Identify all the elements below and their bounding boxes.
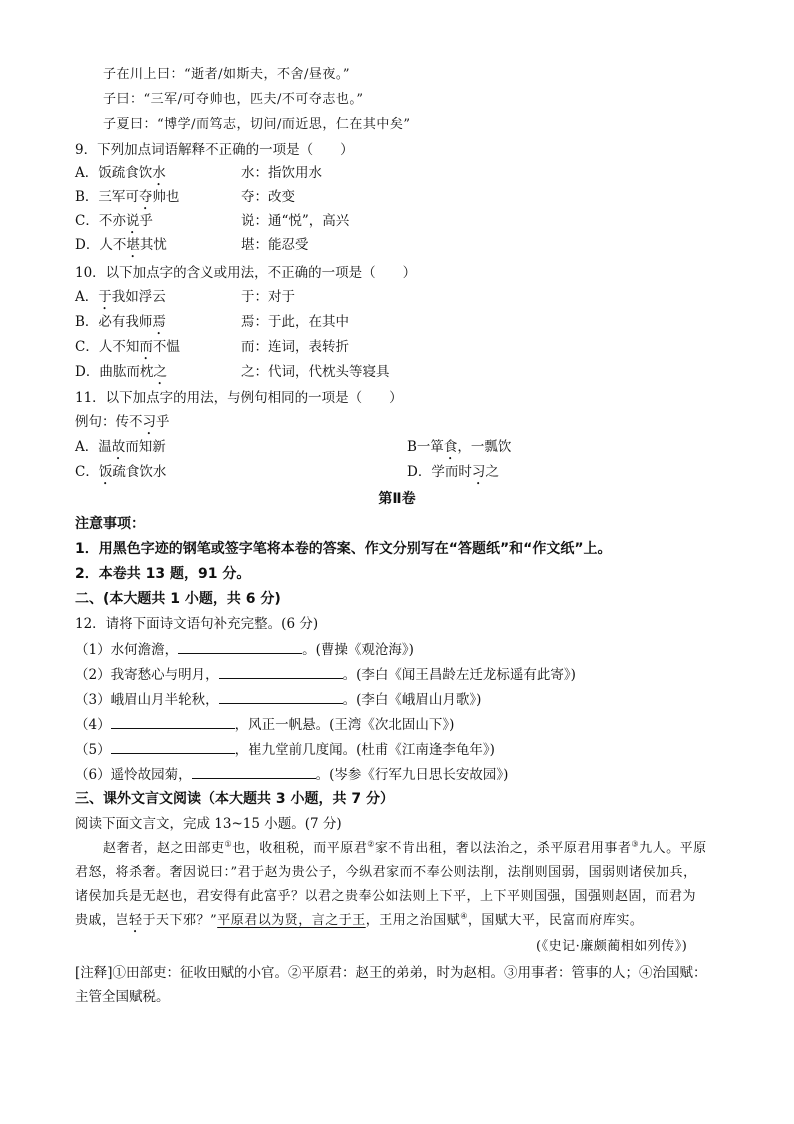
option-text: 温 <box>98 439 112 455</box>
q10-option-a-explanation: 于：对于 <box>241 289 295 305</box>
q10-option-c <box>75 338 180 363</box>
dotted-char: 习 <box>471 464 486 480</box>
verse-source: ，风正一帆悬。(王湾《次北固山下》) <box>234 717 455 733</box>
dotted-char: 说 <box>125 213 140 229</box>
verse-text: （6）遥怜故园菊， <box>75 767 192 783</box>
q9-option-a-explanation: 水：指饮用水 <box>241 165 322 181</box>
passage-text: 于天下邪？” <box>142 913 218 928</box>
option-text: 不愠 <box>152 339 180 355</box>
option-letter: D． <box>75 237 100 253</box>
option-text: 帅也 <box>152 189 180 205</box>
q10-option-c-explanation: 而：连词，表转折 <box>241 339 349 355</box>
verse-text: （1）水何澹澹， <box>75 642 179 658</box>
dotted-char: 之 <box>153 364 167 380</box>
q10-option-d-explanation: 之：代词，代枕头等寝具 <box>241 364 390 380</box>
option-text: 不亦 <box>98 213 126 229</box>
dotted-char: 饭 <box>98 464 113 480</box>
option-text: 而知新 <box>125 439 166 455</box>
verse-source: 。(李白《峨眉山月歌》) <box>342 692 482 708</box>
passage-line-2: 君怒，将杀奢。奢因说曰：”君于赵为贵公子，今纵君家而不奉公则法削，法削则国弱，国弱则诸侯加兵， <box>75 865 697 880</box>
answer-blank[interactable] <box>219 689 343 704</box>
notice-item-1: 1．用黑色字迹的钢笔或签字笔将本卷的答案、作文分别写在“答题纸”和“作文纸”上。 <box>75 541 612 557</box>
q9-option-a <box>75 164 166 189</box>
q11-example <box>75 413 170 438</box>
option-text: 疏食饮水 <box>112 464 167 480</box>
option-text: 曲肱而枕 <box>99 364 154 380</box>
q10-option-d <box>75 363 167 388</box>
option-letter: C． <box>75 213 99 229</box>
option-letter: D． <box>407 464 432 480</box>
q9-option-b <box>75 188 179 213</box>
underlined-sentence: 平原君以为贤，言之于王 <box>217 913 366 928</box>
verse-text: （4） <box>75 717 111 733</box>
passage-text: ，国赋大平，民富而府库实。 <box>467 913 644 928</box>
passage-text: 贵戚，岂 <box>75 913 130 928</box>
option-letter: C． <box>75 339 99 355</box>
dotted-char: 焉 <box>152 314 166 330</box>
volume-title: 第Ⅱ卷 <box>378 491 416 507</box>
answer-blank[interactable] <box>219 664 343 679</box>
q10-stem: 10．以下加点字的含义或用法，不正确的一项是（ ） <box>75 265 417 281</box>
option-letter: A． <box>75 439 99 455</box>
passage-text: 也，收租税，而平原君 <box>232 841 368 856</box>
q9-option-c <box>75 212 153 237</box>
footnote-marker: ① <box>224 839 233 849</box>
passage-line-1 <box>103 840 707 858</box>
q12-stem: 12．请将下面诗文语句补充完整。(6 分) <box>75 616 319 632</box>
verse-text: （5） <box>75 742 111 758</box>
section-2-title: 二、(本大题共 1 小题，共 6 分) <box>75 591 281 607</box>
option-text: 人不知 <box>98 339 140 355</box>
section-3-stem: 阅读下面文言文，完成 13~15 小题。(7 分) <box>75 816 342 832</box>
passage-text: ，王用之治国赋 <box>365 913 461 928</box>
passage-line-4 <box>75 912 643 936</box>
verse-source: 。(李白《闻王昌龄左迁龙标遥有此寄》) <box>342 667 576 683</box>
answer-blank[interactable] <box>178 639 302 654</box>
verse-text: （3）峨眉山月半轮秋， <box>75 692 219 708</box>
option-letter: A． <box>75 289 99 305</box>
option-text: 我如浮云 <box>111 289 166 305</box>
option-text: 必有我师 <box>98 314 153 330</box>
dotted-char: 故 <box>111 439 126 455</box>
q12-line-4 <box>75 714 454 734</box>
option-text: 饭疏食饮 <box>98 165 153 181</box>
q12-line-2 <box>75 664 576 684</box>
q11-option-a <box>75 438 166 463</box>
option-letter: B． <box>75 314 99 330</box>
quote-line-1: 子在川上曰：“逝者/如斯夫，不舍/昼夜。” <box>103 67 351 82</box>
q11-option-b <box>407 438 511 463</box>
answer-blank[interactable] <box>111 739 235 754</box>
option-text: 其忧 <box>139 237 167 253</box>
option-text: 三军可 <box>98 189 139 205</box>
dotted-char: 水 <box>152 165 166 181</box>
option-text: 乎 <box>139 213 153 229</box>
section-3-title: 三、课外文言文阅读（本大题共 3 小题，共 7 分） <box>75 791 394 807</box>
q10-option-a <box>75 288 166 313</box>
notice-title: 注意事项： <box>75 516 145 532</box>
option-letter: D． <box>75 364 100 380</box>
passage-line-3: 诸侯加兵是无赵也，君安得有此富乎？以君之贵奉公如法则上下平，上下平则国强，国强则赵固，而君为 <box>75 889 697 904</box>
option-text: ，一瓢饮 <box>457 439 512 455</box>
notice-item-2: 2．本卷共 13 题，91 分。 <box>75 566 251 582</box>
verse-source: ，崔九堂前几度闻。(杜甫《江南逢李龟年》) <box>234 742 495 758</box>
dotted-char: 习 <box>142 414 156 430</box>
answer-blank[interactable] <box>111 714 235 729</box>
option-text: 学而时 <box>431 464 472 480</box>
quote-line-2: 子曰：“三军/可夺帅也，匹夫/不可夺志也。” <box>103 92 364 107</box>
q9-option-c-explanation: 说：通“悦”，高兴 <box>241 213 350 229</box>
answer-blank[interactable] <box>192 764 316 779</box>
footnote-marker: ③ <box>631 839 640 849</box>
footnote-marker: ④ <box>460 911 468 921</box>
option-letter: C． <box>75 464 99 480</box>
example-text: 乎 <box>156 414 170 430</box>
q11-option-c <box>75 463 166 488</box>
q10-option-b-explanation: 焉：于此，在其中 <box>241 314 349 330</box>
option-text: 人不 <box>99 237 127 253</box>
verse-source: 。(岑参《行军九日思长安故园》) <box>315 767 509 783</box>
q10-option-b <box>75 313 166 338</box>
verse-source: 。(曹操《观沧海》) <box>302 642 414 658</box>
q12-line-1 <box>75 639 414 659</box>
dotted-char: 夺 <box>138 189 153 205</box>
dotted-char: 于 <box>98 289 112 305</box>
q9-option-d-explanation: 堪：能忍受 <box>241 237 309 253</box>
option-text: 一箪 <box>416 439 444 455</box>
q12-line-5 <box>75 739 495 759</box>
dotted-char: 食 <box>443 439 458 455</box>
annotation-line-2: 主管全国赋税。 <box>75 989 170 1005</box>
option-letter: B <box>407 439 417 455</box>
example-text: 例句：传不 <box>75 414 143 430</box>
q9-option-d <box>75 236 167 261</box>
annotation-line-1: [注释]①田部吏：征收田赋的小官。②平原君：赵王的弟弟，时为赵相。③用事者：管事的人；④治国赋： <box>75 965 707 981</box>
q9-stem: 9．下列加点词语解释不正确的一项是（ ） <box>75 142 354 158</box>
dotted-char: 轻 <box>129 913 143 928</box>
passage-text: 赵奢者，赵之田部吏 <box>103 841 225 856</box>
option-text: 之 <box>485 464 499 480</box>
q11-option-d <box>407 463 499 488</box>
q9-option-b-explanation: 夺：改变 <box>241 189 295 205</box>
option-letter: A． <box>75 165 99 181</box>
passage-text: 九人。平原 <box>639 841 707 856</box>
dotted-char: 而 <box>139 339 153 355</box>
passage-text: 家不肯出租，奢以法治之，杀平原君用事者 <box>374 841 632 856</box>
passage-source: (《史记·廉颇蔺相如列传》) <box>536 939 688 954</box>
quote-line-3: 子夏曰：“博学/而笃志，切问/而近思，仁在其中矣” <box>103 117 411 132</box>
option-letter: B． <box>75 189 99 205</box>
q11-stem: 11．以下加点字的用法，与例句相同的一项是（ ） <box>75 390 403 406</box>
verse-text: （2）我寄愁心与明月， <box>75 667 219 683</box>
q12-line-6 <box>75 764 508 784</box>
q12-line-3 <box>75 689 481 709</box>
dotted-char: 堪 <box>126 237 140 253</box>
footnote-marker: ② <box>367 839 375 849</box>
